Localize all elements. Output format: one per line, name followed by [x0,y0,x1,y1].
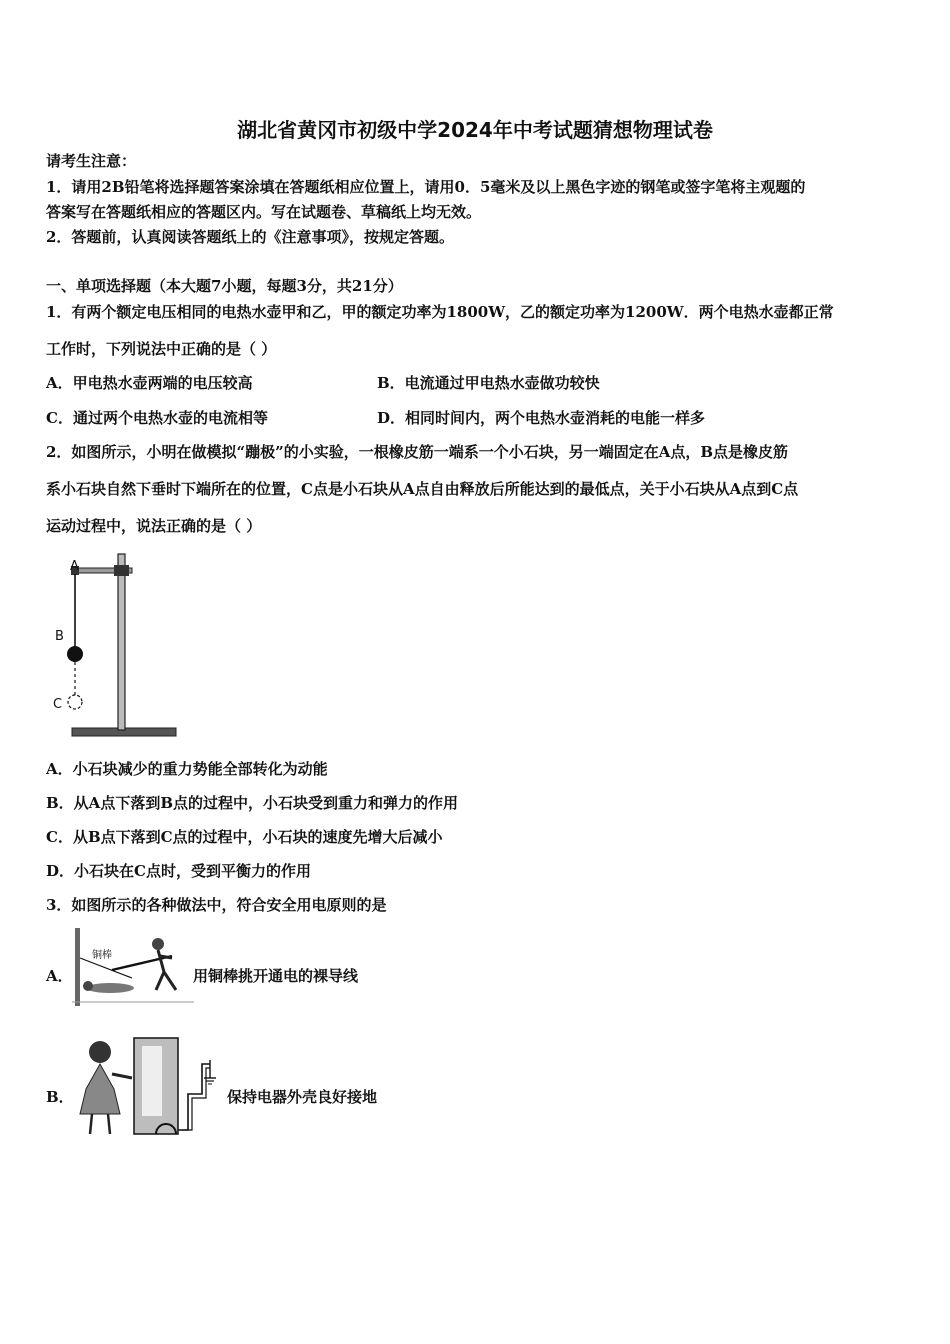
q3-option-a-figure [72,928,194,1008]
q1-option-b: B．电流通过甲电热水壶做功较快 [377,374,600,392]
q2-option-a: A．小石块减少的重力势能全部转化为动能 [46,760,328,778]
q1-option-c: C．通过两个电热水壶的电流相等 [46,409,268,427]
q1-option-a: A．甲电热水壶两端的电压较高 [46,374,253,392]
notice-line-2: 2．答题前，认真阅读答题纸上的《注意事项》，按规定答题。 [46,228,454,246]
q3-option-a-text: 用铜棒挑开通电的裸导线 [193,967,359,985]
q2-stem-b: 系小石块自然下垂时下端所在的位置，C点是小石块从A点自由释放后所能达到的最低点，关于小石块从A点到C点 [46,480,799,498]
q3-option-b-letter: B． [46,1088,74,1106]
notice-line-1a: 1．请用2B铅笔将选择题答案涂填在答题纸相应位置上，请用0．5毫米及以上黑色字迹的钢笔或签字笔将主观题的 [46,178,806,196]
notice-line-1b: 答案写在答题纸相应的答题区内。写在试题卷、草稿纸上均无效。 [46,203,482,221]
q3-option-b-text: 保持电器外壳良好接地 [227,1088,378,1106]
stone-at-b [67,646,83,662]
q3-option-b-figure [72,1034,227,1138]
q3-option-a-letter: A． [46,967,73,985]
victim-body [86,983,134,993]
q2-stem-c: 运动过程中，说法正确的是（ ） [46,517,262,535]
notice-heading: 请考生注意： [46,152,137,170]
q1-stem-b: 工作时，下列说法中正确的是（ ） [46,340,277,358]
q2-option-c: C．从B点下落到C点的过程中，小石块的速度先增大后减小 [46,828,443,846]
stone-at-c [68,695,82,709]
appliance-highlight [142,1046,162,1116]
stand-pole [118,554,125,730]
q2-option-d: D．小石块在C点时，受到平衡力的作用 [46,862,311,880]
girl-arm [112,1074,132,1078]
rescuer-head [152,938,164,950]
copper-rod-label: 铜棒 [92,950,112,961]
girl-head [89,1041,111,1063]
label-a: A [70,559,79,574]
utility-pole [75,928,80,1006]
q1-option-d: D．相同时间内，两个电热水壶消耗的电能一样多 [377,409,706,427]
q2-bungee-figure [50,550,185,740]
girl-legs [90,1114,110,1134]
stand-clamp [114,565,129,576]
section-heading: 一、单项选择题（本大题7小题，每题3分，共21分） [46,277,403,295]
q2-stem-a: 2．如图所示，小明在做模拟“蹦极”的小实验，一根橡皮筋一端系一个小石块，另一端固定在A点，B点是橡皮筋 [46,443,789,461]
label-c: C [53,697,63,712]
q1-stem-a: 1．有两个额定电压相同的电热水壶甲和乙，甲的额定功率为1800W，乙的额定功率为1200W．两个电热水壶都正常 [46,303,834,321]
q3-stem: 3．如图所示的各种做法中，符合安全用电原则的是 [46,896,387,914]
q2-option-b: B．从A点下落到B点的过程中，小石块受到重力和弹力的作用 [46,794,458,812]
ground-wire [178,1064,210,1130]
rescuer-body [156,950,176,990]
exam-title: 湖北省黄冈市初级中学2024年中考试题猜想物理试卷 [237,118,713,142]
victim-head [83,981,93,991]
label-b: B [55,629,64,644]
girl-dress [80,1064,120,1114]
